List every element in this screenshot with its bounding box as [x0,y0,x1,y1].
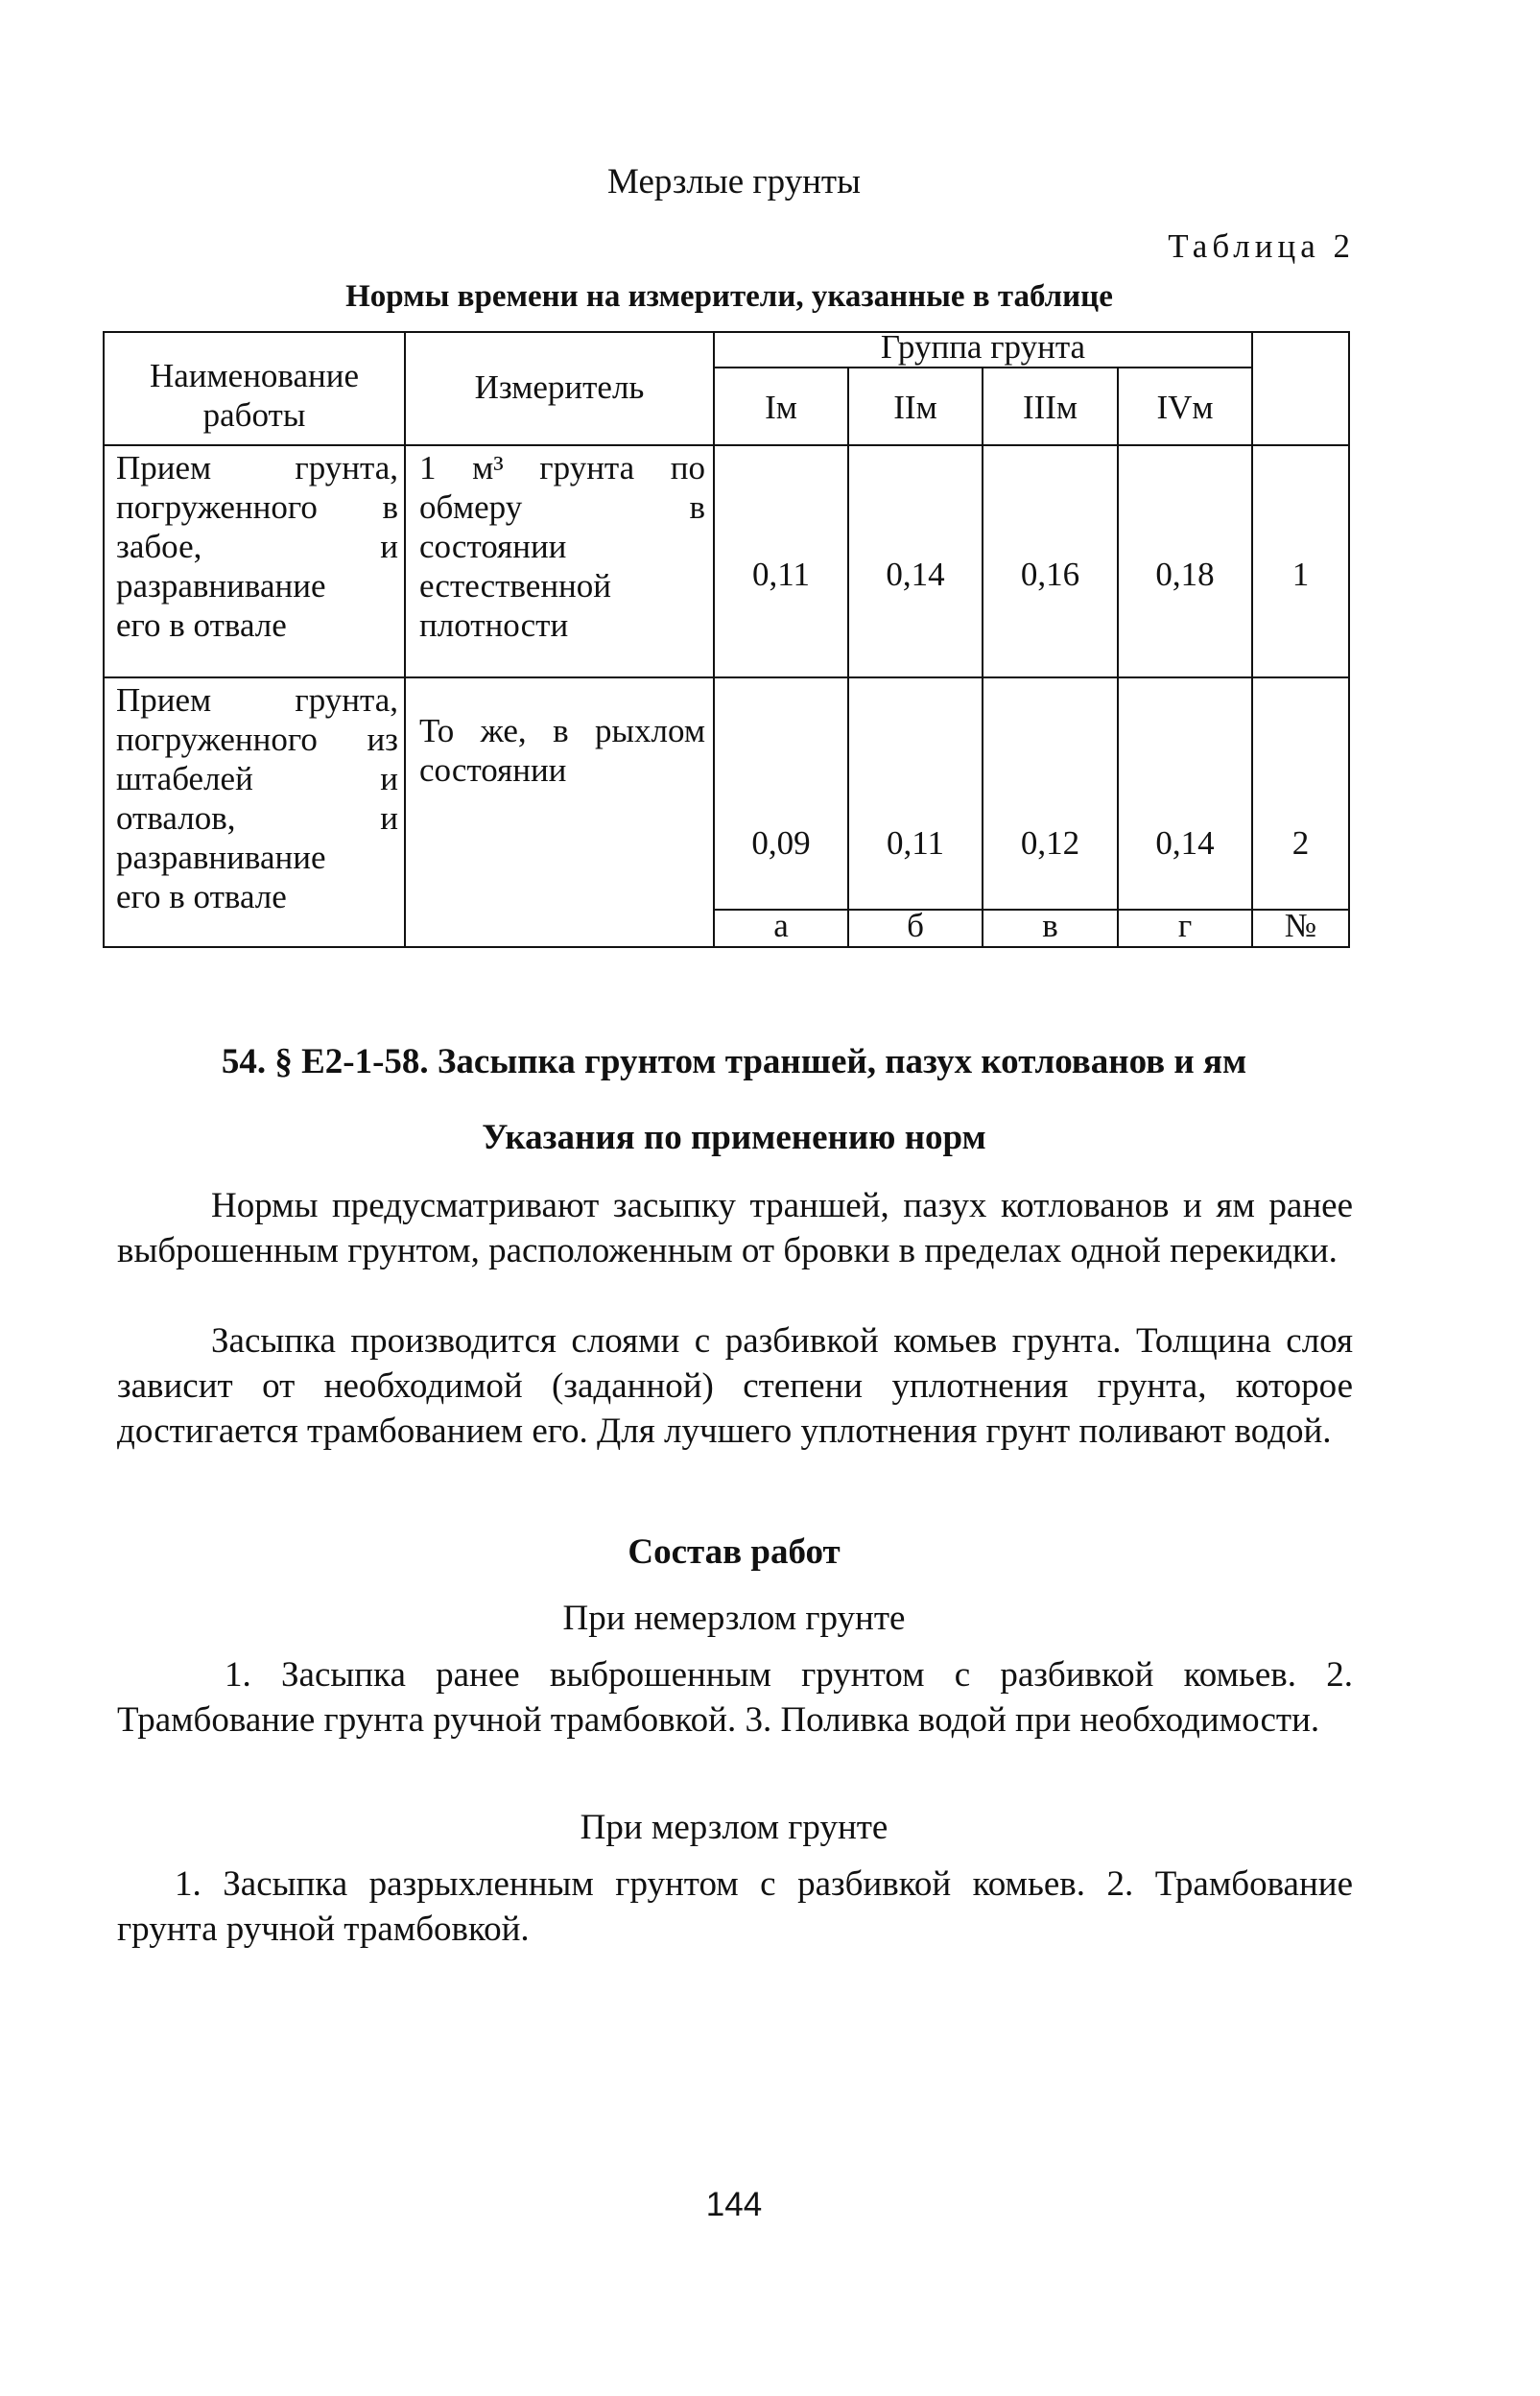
row-line-group [713,367,1253,368]
row-2-value-3: 0,12 [1020,824,1080,862]
row-1-name-line: забое, и [116,528,398,565]
row-2-measure-line: состоянии [419,751,567,789]
header-measure: Измеритель [474,368,645,406]
row-1-measure [419,448,705,645]
table-border-right [1348,331,1350,948]
table-border-bottom [103,946,1350,948]
row-2-name-line: штабелей и [116,760,398,797]
footer-col-g: г [1177,907,1193,944]
row-2-name-line: его в отвале [116,878,287,915]
row-2-value-4: 0,14 [1155,824,1215,862]
row-1-measure-line: плотности [419,606,569,644]
row-1-measure-line: естественной [419,567,612,605]
text-frozen: 1. Засыпка разрыхленным грунтом с разбивкой комьев. 2. Трамбование грунта ручной трамбовкой. [117,1864,1353,1949]
row-1-value-1: 0,11 [752,556,810,593]
paragraph-1: Нормы предусматривают засыпку траншей, пазух котлованов и ям ранее выброшенным грунтом, расположенным от бровки в пределах одной перекидки. [117,1186,1353,1270]
row-2-name-line: разравнивание [116,839,326,876]
header-name: Наименование работы [149,357,360,434]
row-2-name [116,680,398,916]
footer-col-b: б [907,907,924,944]
page-number: 144 [705,2186,763,2223]
footer-col-number: № [1284,907,1317,944]
text-unfrozen: 1. Засыпка ранее выброшенным грунтом с разбивкой комьев. 2. Трамбование грунта ручной трамбовкой. 3. Поливка водой при необходимости. [117,1655,1353,1740]
row-1-value-3: 0,16 [1020,556,1080,593]
row-line-1 [103,676,1350,678]
norms-table [103,328,1350,948]
row-1-index: 1 [1291,556,1310,593]
footer-col-v: в [1042,907,1058,944]
row-1-name-line: погруженного в [116,488,398,526]
paragraph-2: Засыпка производится слоями с разбивкой комьев грунта. Толщина слоя зависит от необходимой (заданной) степени уплотнения грунта, которое достигается трамбованием его. Для лучшего уплотнения грунт поливают водой. [117,1321,1353,1451]
composition-heading: Состав работ [628,1532,841,1572]
row-1-measure-line: 1 м³ грунта по [419,449,705,486]
row-1-value-2: 0,14 [886,556,945,593]
row-1-name [116,448,398,645]
row-2-name-line: Прием грунта, [116,681,398,719]
header-group-4: IVм [1156,389,1214,426]
footer-col-a: а [773,907,789,944]
table-caption: Нормы времени на измерители, указанные в таблице [345,279,1113,314]
row-1-name-line: разравнивание [116,567,326,605]
row-line-header [103,444,1350,446]
row-2-index: 2 [1291,824,1310,862]
header-group-1: Iм [765,389,797,426]
row-1-measure-line: обмеру в [419,488,705,526]
row-2-value-1: 0,09 [751,824,811,862]
row-1-name-line: Прием грунта, [116,449,398,486]
row-2-name-line: погруженного из [116,721,398,758]
row-1-name-line: его в отвале [116,606,287,644]
table-border-left [103,331,105,948]
col-line-1 [404,331,406,948]
instructions-heading: Указания по применению норм [482,1118,986,1157]
section-heading: 54. § Е2-1-58. Засыпка грунтом траншей, пазух котлованов и ям [221,1042,1247,1081]
row-1-value-4: 0,18 [1155,556,1215,593]
subheading-frozen: При мерзлом грунте [580,1808,888,1847]
row-2-measure [419,711,705,790]
header-group-2: IIм [893,389,937,426]
row-1-measure-line: состоянии [419,528,567,565]
section-title: Мерзлые грунты [607,162,861,202]
subheading-unfrozen: При немерзлом грунте [562,1599,906,1638]
table-label: Таблица 2 [1168,227,1355,265]
header-group: Группа грунта [880,328,1086,366]
header-group-3: IIIм [1022,389,1078,426]
row-2-name-line: отвалов, и [116,799,398,837]
row-2-measure-line: То же, в рыхлом [419,712,705,749]
row-2-value-2: 0,11 [887,824,944,862]
